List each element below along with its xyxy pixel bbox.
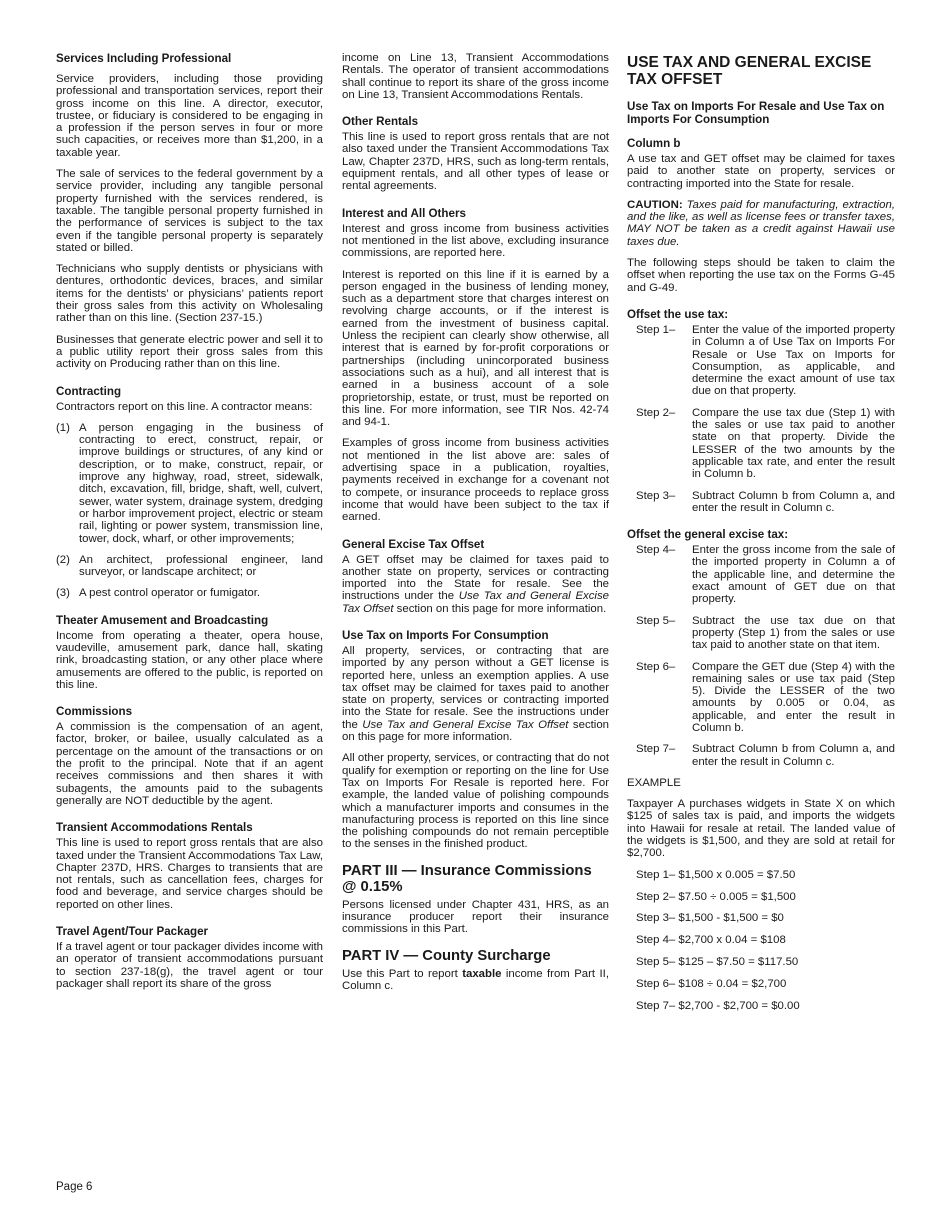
offset-get-heading: Offset the general excise tax: [627,528,789,542]
interest-heading: Interest and All Others [342,206,466,220]
column-left [56,52,323,999]
step-text: Compare the GET due (Step 4) with the remaining sales or use tax paid (Step 5). Divide the LESSER of the two amounts by 0.005 or 0.04, as applicable, and enter the result in Column b. [692,660,895,734]
example-step: Step 1– $1,500 x 0.005 = $7.50 [636,868,796,881]
step-text: Enter the gross income from the sale of the imported property in Column a of the applicable line, and determine the exact amount of GET due on that property. [692,544,895,606]
section-title: USE TAX AND GENERAL EXCISE TAX OFFSET [627,54,872,88]
interest-paragraph: Examples of gross income from business activities not mentioned in the list above are: sales of advertising space in a publication, royalties, payments received in exchange for a covenant not to compete, or insurance proceeds to replace gross income that would have been subject to the tax if earned. [342,437,609,524]
page-number: Page 6 [56,1181,93,1193]
services-paragraph: Service providers, including those providing professional and transportation services, report their gross income on this line. A director, executor, trustee, or fiduciary is considered to be engaging in a profession if the person serves in four or more such capacities, or receives more than $1,200, in a taxable year. [56,73,323,159]
step-label: Step 7– [636,743,676,756]
step-label: Step 4– [636,544,676,557]
use-tax-subheading: Use Tax on Imports For Resale and Use Tax on Imports For Consumption [627,100,885,126]
theater-paragraph: Income from operating a theater, opera house, vaudeville, amusement park, dance hall, skating rink, broadcasting station, or any other place where amusements are offered to the public, is reported on this line. [56,629,323,691]
list-text: An architect, professional engineer, land surveyor, or landscape architect; or [79,553,323,579]
use-tax-paragraph: All property, services, or contracting that are imported by any person without a GET license is reported here, unless an exemption applies. A use tax offset may be claimed for taxes paid to another state on property, services or contracting imported into the State for resale. See the instructions under the Use Tax and General Excise Tax Offset section on this page for more information. [342,644,610,744]
column-right [627,52,895,1022]
step-label: Step 1– [636,323,676,336]
step-item [627,324,895,398]
list-text: A person engaging in the business of contracting to erect, construct, repair, or improve buildings or structures, of any kind or description, or to make, construct, repair, or improve any highway, road, street, sidewalk, ditch, excavation, fill, bridge, shaft, well, culvert, sewer, water system, drainage system, dredging or harbor improvement project, electric or steam rail, lighting or power system, transmission line, tower, dock, wharf, or other improvements; [79,421,323,545]
services-heading: Services Including Professional [56,52,232,65]
column-middle [342,52,609,1001]
step-item [627,743,895,768]
travel-continued: income on Line 13, Transient Accommodations Rentals. The operator of transient accommodations shall continue to report its share of the gross income on Line 13, Transient Accommodations Rentals. [342,52,609,101]
step-label: Step 2– [636,406,676,419]
step-label: Step 3– [636,489,676,502]
commissions-paragraph: A commission is the compensation of an agent, factor, broker, or bailee, usually calculated as a percentage on the amount of the transactions or on the profit to the principal. Note that if an agent receives commissions and then shares it with subagents, the amounts paid to the subagents generally are NOT deductible by the agent. [56,721,323,807]
services-paragraph: Businesses that generate electric power and sell it to a public utility report their gross sales from this activity on Producing rather than on this line. [56,333,323,371]
interest-paragraph: Interest and gross income from business activities not mentioned in the list above, excluding insurance commissions, are reported here. [342,222,609,260]
step-item [627,490,895,515]
other-rentals-paragraph: This line is used to report gross rentals that are not also taxed under the Transient Accommodations Tax Law, Chapter 237D, HRS, such as long-term rentals, equipment rentals, and all other types of lease or rental agreements. [342,131,609,193]
example-step: Step 7– $2,700 - $2,700 = $0.00 [636,1000,800,1012]
step-item [627,661,895,735]
list-item [56,422,323,545]
example-label: EXAMPLE [627,776,681,789]
step-text: Subtract Column b from Column a, and enter the result in Column c. [692,489,895,514]
step-item [627,544,895,605]
part3-paragraph: Persons licensed under Chapter 431, HRS, as an insurance producer report their insurance commissions in this Part. [342,898,609,936]
step-label: Step 6– [636,660,676,673]
transient-heading: Transient Accommodations Rentals [56,821,253,835]
use-tax-heading: Use Tax on Imports For Consumption [342,628,549,642]
offset-use-heading: Offset the use tax: [627,307,729,321]
contracting-intro: Contractors report on this line. A contractor means: [56,400,313,413]
other-rentals-heading: Other Rentals [342,115,419,129]
travel-paragraph: If a travel agent or tour packager divides income with an operator of transient accommodations pursuant to section 237-18(g), the travel agent or tour packager shall report its share of the gross [56,941,323,990]
list-item [56,554,323,579]
transient-paragraph: This line is used to report gross rentals that are also taxed under the Transient Accommodations Tax Law, Chapter 237D, HRS. Charges to transients that are not rentals, such as cancellation fees, charges for food and beverage, and service charges should be reported on other lines. [56,837,323,911]
offset-paragraph: A use tax and GET offset may be claimed for taxes paid to another state on property, services or contracting imported into the State for resale. [627,153,895,190]
example-step: Step 3– $1,500 - $1,500 = $0 [636,912,784,925]
list-item [56,587,323,599]
example-step: Step 5– $125 – $7.50 = $117.50 [636,956,799,969]
steps-intro: The following steps should be taken to claim the offset when reporting the use tax on the Forms G-45 and G-49. [627,257,895,294]
list-text: A pest control operator or fumigator. [79,587,261,600]
part3-heading: PART III — Insurance Commissions @ 0.15% [342,862,592,895]
column-b-heading: Column b [627,137,681,150]
step-text: Compare the use tax due (Step 1) with the sales or use tax paid to another state on that property. Divide the LESSER of the two amounts by the applicable tax rate, and enter the result in Column b. [692,406,895,481]
interest-paragraph: Interest is reported on this line if it is earned by a person engaged in the business of lending money, such as a department store that charges interest on revolving charge accounts, or if the interest is earned from the investment of business capital. Unless the recipient can clearly show otherwise, all interest that is earned by for-profit corporations or partnerships (including unincorporated business associations such as a hui), and all interest that is earned in a business account of a sole proprietorship, estate, or trust, must be reported on this line. For more information, see TIR Nos. 42-74 and 94-1. [342,268,609,429]
contracting-heading: Contracting [56,384,122,398]
list-number: (3) [56,587,70,600]
step-text: Enter the value of the imported property in Column a of Use Tax on Imports For Resale or Use Tax on Imports for Consumption, as applicable, and determine the exact amount of use tax due on that property. [692,323,895,398]
step-text: Subtract Column b from Column a, and enter the result in Column c. [692,743,895,768]
get-offset-paragraph: A GET offset may be claimed for taxes paid to another state on property, services or contracting imported into the State for resale. See the instructions under the Use Tax and General Excise Tax Offset section on this page for more information. [342,553,609,615]
services-paragraph: Technicians who supply dentists or physicians with dentures, orthodontic devices, braces, and similar items for the dentists’ or physicians’ patients report their gross sales from this activity on Wholesaling rather than on this line. (Section 237-15.) [56,263,323,325]
get-offset-heading: General Excise Tax Offset [342,537,485,551]
commissions-heading: Commissions [56,705,133,719]
step-text: Subtract the use tax due on that property (Step 1) from the sales or use tax paid to another state on that item. [692,614,895,652]
example-step: Step 2– $7.50 ÷ 0.005 = $1,500 [636,890,796,903]
list-number: (1) [56,421,70,434]
step-item [627,407,895,481]
example-text: Taxpayer A purchases widgets in State X on which $125 of sales tax is paid, and imports the widgets into Hawaii for resale at retail. The landed value of the widgets is $1,500, and they are sold at retail for $2,700. [627,798,895,860]
services-paragraph: The sale of services to the federal government by a service provider, including any tangible personal property furnished with the services rendered, is taxable. The tangible personal property furnished in the performance of services is subject to the tax even if the tangible personal property is separately stated or billed. [56,168,323,254]
caution-paragraph: CAUTION: Taxes paid for manufacturing, extraction, and the like, as well as license fees or transfer taxes, MAY NOT be taken as a credit against Hawaii use taxes due. [627,198,895,248]
use-tax-paragraph: All other property, services, or contracting that do not qualify for exemption or reporting on the line for Use Tax on Imports For Resale is reported here. For example, the landed value of polishing compounds which a manufacturer imports and consumes in the manufacturing process is reported on this line since the polishing compounds do not remain perceptible to the senses in the finished product. [342,752,609,851]
example-step: Step 6– $108 ÷ 0.04 = $2,700 [636,978,787,991]
example-step: Step 4– $2,700 x 0.04 = $108 [636,934,786,947]
list-number: (2) [56,553,70,566]
part4-heading: PART IV — County Surcharge [342,947,551,964]
part4-paragraph: Use this Part to report taxable income from Part II, Column c. [342,967,610,992]
travel-heading: Travel Agent/Tour Packager [56,925,209,939]
step-item [627,615,895,652]
step-label: Step 5– [636,614,676,627]
theater-heading: Theater Amusement and Broadcasting [56,613,269,627]
